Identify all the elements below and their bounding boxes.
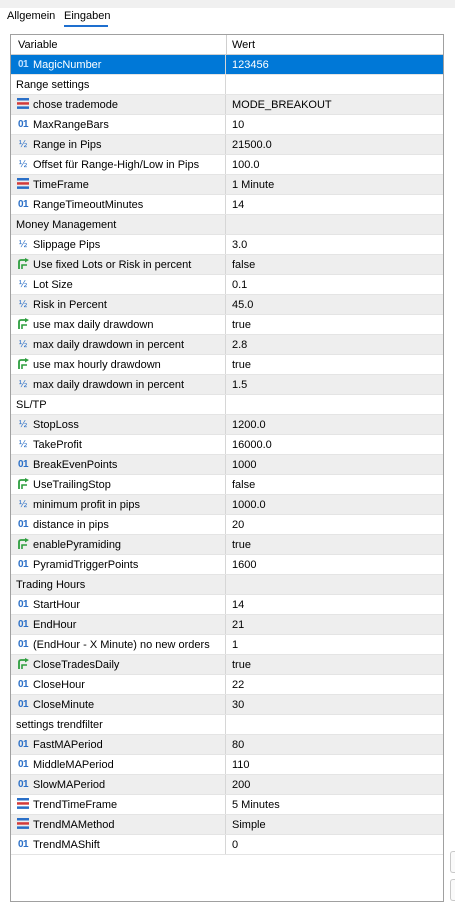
value-cell[interactable]: 45.0 xyxy=(232,299,254,311)
variable-name: TrendMAMethod xyxy=(33,819,115,831)
value-cell[interactable]: false xyxy=(232,479,256,491)
variable-name: SlowMAPeriod xyxy=(33,779,106,791)
value-cell[interactable]: 14 xyxy=(232,599,245,611)
value-cell[interactable]: 110 xyxy=(232,759,250,771)
double-icon: ½ xyxy=(18,499,28,510)
variable-cell[interactable] xyxy=(11,135,226,154)
integer-icon: 01 xyxy=(17,559,29,570)
variable-name: use max daily drawdown xyxy=(33,319,154,331)
value-cell[interactable]: true xyxy=(232,659,251,671)
variable-name: use max hourly drawdown xyxy=(33,359,161,371)
variable-cell[interactable] xyxy=(11,535,226,554)
table-row[interactable] xyxy=(11,95,443,115)
column-header-value[interactable]: Wert xyxy=(232,39,256,51)
double-icon: ½ xyxy=(18,279,28,290)
boolean-icon xyxy=(16,318,30,331)
integer-icon: 01 xyxy=(17,639,29,650)
variable-cell[interactable] xyxy=(11,255,226,274)
variable-cell[interactable] xyxy=(11,755,226,774)
table-body xyxy=(11,55,443,855)
double-icon: ½ xyxy=(18,139,28,150)
variable-cell[interactable] xyxy=(11,315,226,334)
table-row[interactable] xyxy=(11,355,443,375)
variable-name: CloseMinute xyxy=(33,699,95,711)
variable-name: StartHour xyxy=(33,599,81,611)
table-row[interactable] xyxy=(11,115,443,135)
table-row[interactable] xyxy=(11,815,443,835)
enum-icon xyxy=(16,98,30,111)
variable-cell[interactable] xyxy=(11,735,226,754)
boolean-icon xyxy=(16,478,30,491)
value-cell[interactable]: 21500.0 xyxy=(232,139,272,151)
tab-bar xyxy=(0,8,455,30)
integer-icon: 01 xyxy=(17,599,29,610)
value-cell[interactable]: 20 xyxy=(232,519,245,531)
variable-name: Lot Size xyxy=(33,279,73,291)
variable-name: EndHour xyxy=(33,619,77,631)
value-cell[interactable]: 3.0 xyxy=(232,239,248,251)
variable-name: Use fixed Lots or Risk in percent xyxy=(33,259,192,271)
table-row[interactable] xyxy=(11,315,443,335)
variable-name: CloseHour xyxy=(33,679,85,691)
variable-cell[interactable] xyxy=(11,475,226,494)
value-cell[interactable]: 1000.0 xyxy=(232,499,266,511)
variable-name: Range in Pips xyxy=(33,139,102,151)
variable-cell[interactable] xyxy=(11,435,226,454)
table-row[interactable] xyxy=(11,635,443,655)
integer-icon: 01 xyxy=(17,699,29,710)
column-header-variable[interactable]: Variable xyxy=(18,39,58,51)
boolean-icon xyxy=(16,258,30,271)
variable-name: distance in pips xyxy=(33,519,109,531)
variable-cell[interactable] xyxy=(11,815,226,834)
value-cell[interactable]: MODE_BREAKOUT xyxy=(232,99,332,111)
double-icon: ½ xyxy=(18,239,28,250)
variable-name: Offset für Range-High/Low in Pips xyxy=(33,159,200,171)
boolean-icon xyxy=(16,358,30,371)
side-scroll-button-up[interactable] xyxy=(450,851,455,873)
table-row[interactable] xyxy=(11,775,443,795)
variable-cell[interactable] xyxy=(11,395,226,414)
integer-icon: 01 xyxy=(17,619,29,630)
value-cell[interactable]: 0.1 xyxy=(232,279,248,291)
variable-name: StopLoss xyxy=(33,419,79,431)
value-cell[interactable]: 0 xyxy=(232,839,239,851)
variable-cell[interactable] xyxy=(11,155,226,174)
value-cell[interactable]: 1 xyxy=(232,639,239,651)
table-group-row[interactable] xyxy=(11,395,443,415)
value-cell[interactable]: 1600 xyxy=(232,559,257,571)
value-cell[interactable]: 100.0 xyxy=(232,159,260,171)
table-row[interactable] xyxy=(11,655,443,675)
variable-cell[interactable] xyxy=(11,415,226,434)
variable-cell[interactable] xyxy=(11,695,226,714)
table-row[interactable] xyxy=(11,195,443,215)
table-row[interactable] xyxy=(11,335,443,355)
table-row[interactable] xyxy=(11,135,443,155)
table-row[interactable] xyxy=(11,295,443,315)
variable-name: BreakEvenPoints xyxy=(33,459,118,471)
double-icon: ½ xyxy=(18,159,28,170)
table-row[interactable] xyxy=(11,175,443,195)
double-icon: ½ xyxy=(18,339,28,350)
variable-name: enablePyramiding xyxy=(33,539,122,551)
boolean-icon xyxy=(16,658,30,671)
variable-cell[interactable] xyxy=(11,775,226,794)
integer-icon: 01 xyxy=(17,519,29,530)
variable-cell[interactable] xyxy=(11,595,226,614)
table-row[interactable] xyxy=(11,755,443,775)
active-tab-indicator xyxy=(64,25,108,27)
value-cell[interactable]: 123456 xyxy=(232,59,269,71)
enum-icon xyxy=(16,178,30,191)
tab-eingaben[interactable]: Eingaben xyxy=(64,10,111,22)
table-row[interactable] xyxy=(11,55,443,75)
value-cell[interactable]: 21 xyxy=(232,619,245,631)
variable-cell[interactable] xyxy=(11,795,226,814)
table-row[interactable] xyxy=(11,595,443,615)
variable-name: max daily drawdown in percent xyxy=(33,379,185,391)
table-row[interactable] xyxy=(11,515,443,535)
variable-name: Slippage Pips xyxy=(33,239,101,251)
value-cell[interactable]: 2.8 xyxy=(232,339,248,351)
table-group-row[interactable] xyxy=(11,715,443,735)
value-cell[interactable]: 200 xyxy=(232,779,251,791)
variable-cell[interactable] xyxy=(11,95,226,114)
variable-cell[interactable] xyxy=(11,615,226,634)
variable-name: minimum profit in pips xyxy=(33,499,140,511)
value-cell[interactable]: 1000 xyxy=(232,459,257,471)
table-row[interactable] xyxy=(11,555,443,575)
variable-cell[interactable] xyxy=(11,515,226,534)
value-cell[interactable]: 16000.0 xyxy=(232,439,272,451)
variable-cell[interactable] xyxy=(11,295,226,314)
integer-icon: 01 xyxy=(17,59,29,70)
table-row[interactable] xyxy=(11,735,443,755)
integer-icon: 01 xyxy=(17,779,29,790)
value-cell[interactable]: Simple xyxy=(232,819,266,831)
double-icon: ½ xyxy=(18,419,28,430)
double-icon: ½ xyxy=(18,379,28,390)
table-row[interactable] xyxy=(11,475,443,495)
value-cell[interactable]: 1200.0 xyxy=(232,419,266,431)
integer-icon: 01 xyxy=(17,119,29,130)
table-group-row[interactable] xyxy=(11,75,443,95)
value-cell[interactable]: 22 xyxy=(232,679,245,691)
variable-cell[interactable] xyxy=(11,335,226,354)
variable-cell[interactable] xyxy=(11,675,226,694)
variable-cell[interactable] xyxy=(11,575,226,594)
integer-icon: 01 xyxy=(17,739,29,750)
variable-name: TakeProfit xyxy=(33,439,82,451)
variable-name: MiddleMAPeriod xyxy=(33,759,114,771)
table-row[interactable] xyxy=(11,495,443,515)
variable-cell[interactable] xyxy=(11,355,226,374)
boolean-icon xyxy=(16,538,30,551)
value-cell[interactable]: 1.5 xyxy=(232,379,248,391)
value-cell[interactable]: true xyxy=(232,539,251,551)
table-row[interactable] xyxy=(11,235,443,255)
value-cell[interactable]: 5 Minutes xyxy=(232,799,280,811)
variable-name: UseTrailingStop xyxy=(33,479,111,491)
variable-name: CloseTradesDaily xyxy=(33,659,120,671)
enum-icon xyxy=(16,818,30,831)
variable-cell[interactable] xyxy=(11,715,226,734)
variable-name: TimeFrame xyxy=(33,179,89,191)
group-label: SL/TP xyxy=(16,399,47,411)
variable-cell[interactable] xyxy=(11,375,226,394)
variable-cell[interactable] xyxy=(11,115,226,134)
variable-cell[interactable] xyxy=(11,235,226,254)
window-top-strip xyxy=(0,0,455,8)
table-row[interactable] xyxy=(11,835,443,855)
double-icon: ½ xyxy=(18,299,28,310)
variable-name: MagicNumber xyxy=(33,59,102,71)
group-label: settings trendfilter xyxy=(16,719,103,731)
variable-cell[interactable] xyxy=(11,55,226,74)
group-label: Money Management xyxy=(16,219,117,231)
group-label: Trading Hours xyxy=(16,579,86,591)
value-cell[interactable]: 80 xyxy=(232,739,245,751)
double-icon: ½ xyxy=(18,439,28,450)
table-row[interactable] xyxy=(11,275,443,295)
variable-name: MaxRangeBars xyxy=(33,119,109,131)
integer-icon: 01 xyxy=(17,199,29,210)
integer-icon: 01 xyxy=(17,759,29,770)
variable-cell[interactable] xyxy=(11,275,226,294)
variable-name: chose trademode xyxy=(33,99,118,111)
value-cell[interactable]: 30 xyxy=(232,699,245,711)
value-cell[interactable]: false xyxy=(232,259,256,271)
variable-name: TrendTimeFrame xyxy=(33,799,118,811)
table-row[interactable] xyxy=(11,795,443,815)
variable-cell[interactable] xyxy=(11,215,226,234)
variable-cell[interactable] xyxy=(11,495,226,514)
variable-cell[interactable] xyxy=(11,195,226,214)
variable-cell[interactable] xyxy=(11,655,226,674)
variable-cell[interactable] xyxy=(11,75,226,94)
table-row[interactable] xyxy=(11,615,443,635)
variable-cell[interactable] xyxy=(11,455,226,474)
side-scroll-button-down[interactable] xyxy=(450,879,455,901)
table-row[interactable] xyxy=(11,695,443,715)
table-row[interactable] xyxy=(11,415,443,435)
value-cell[interactable]: 14 xyxy=(232,199,245,211)
value-cell[interactable]: true xyxy=(232,319,251,331)
table-group-row[interactable] xyxy=(11,575,443,595)
variable-cell[interactable] xyxy=(11,175,226,194)
variable-name: Risk in Percent xyxy=(33,299,107,311)
tab-allgemein[interactable]: Allgemein xyxy=(7,10,56,22)
table-row[interactable] xyxy=(11,535,443,555)
value-cell[interactable]: 1 Minute xyxy=(232,179,275,191)
column-divider[interactable] xyxy=(226,35,227,54)
variable-cell[interactable] xyxy=(11,635,226,654)
value-cell[interactable]: 10 xyxy=(232,119,245,131)
variable-name: TrendMAShift xyxy=(33,839,100,851)
integer-icon: 01 xyxy=(17,459,29,470)
enum-icon xyxy=(16,798,30,811)
variable-name: max daily drawdown in percent xyxy=(33,339,185,351)
variable-name: FastMAPeriod xyxy=(33,739,103,751)
table-header xyxy=(11,35,443,55)
group-label: Range settings xyxy=(16,79,90,91)
value-cell[interactable]: true xyxy=(232,359,251,371)
table-row[interactable] xyxy=(11,255,443,275)
table-row[interactable] xyxy=(11,155,443,175)
table-row[interactable] xyxy=(11,435,443,455)
table-row[interactable] xyxy=(11,455,443,475)
variable-name: PyramidTriggerPoints xyxy=(33,559,139,571)
variable-cell[interactable] xyxy=(11,555,226,574)
variable-name: RangeTimeoutMinutes xyxy=(33,199,144,211)
table-row[interactable] xyxy=(11,375,443,395)
inputs-table xyxy=(10,34,444,902)
integer-icon: 01 xyxy=(17,839,29,850)
integer-icon: 01 xyxy=(17,679,29,690)
variable-cell[interactable] xyxy=(11,835,226,854)
table-group-row[interactable] xyxy=(11,215,443,235)
variable-name: (EndHour - X Minute) no new orders xyxy=(33,639,210,651)
table-row[interactable] xyxy=(11,675,443,695)
